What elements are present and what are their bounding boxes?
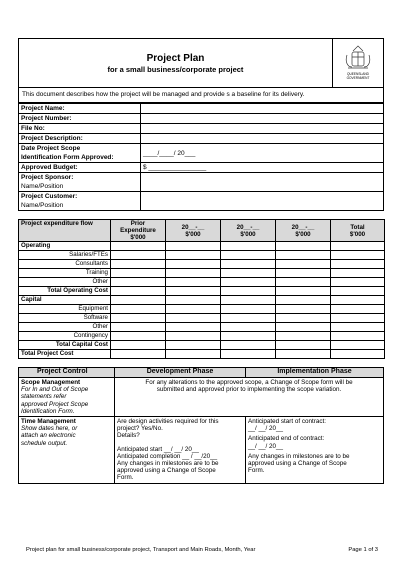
file-no-field[interactable] [141, 124, 384, 134]
cap-item-software: Software [19, 314, 111, 323]
development-phase-header: Development Phase [115, 368, 246, 378]
project-control-header: Project Control [19, 368, 115, 378]
cap-item-other: Other [19, 323, 111, 332]
cap-item-contingency: Contingency [19, 332, 111, 341]
svg-text:GOVERNMENT: GOVERNMENT [346, 76, 370, 80]
project-customer-field[interactable] [141, 192, 384, 211]
project-sponsor-label: Project Sponsor: Name/Position [19, 173, 141, 192]
description-text: This document describes how the project will be managed and provide s a baseline for its delivery. [19, 88, 384, 103]
date-approved-field[interactable]: ____/____/ 20___ [141, 144, 384, 163]
project-sponsor-field[interactable] [141, 173, 384, 192]
title-cell [19, 39, 333, 88]
project-control-header-row [19, 368, 384, 378]
page-number: Page 1 of 3 [348, 547, 378, 553]
year-1-header: 20__-__ $'000 [166, 220, 221, 242]
year-2-header: 20__-__ $'000 [221, 220, 276, 242]
approved-budget-label: Approved Budget: [19, 163, 141, 173]
total-project-label: Total Project Cost [19, 350, 111, 359]
crest-cell [333, 39, 384, 88]
project-description-label: Project Description: [19, 134, 141, 144]
expenditure-flow-header: Project expenditure flow [19, 220, 111, 242]
op-item-consultants: Consultants [19, 260, 111, 269]
date-approved-label: Date Project Scope Identification Form Approved: [19, 144, 141, 163]
project-number-field[interactable] [141, 114, 384, 124]
project-name-field[interactable] [141, 104, 384, 114]
project-number-label: Project Number: [19, 114, 141, 124]
total-operating-label: Total Operating Cost [19, 287, 111, 296]
development-phase-details[interactable]: Are design activities required for this project? Yes/No. Details? Anticipated start __/ __/ 20__ Anticipated completion __ / __/20__ Any changes in milestones are to be approved using a Change of Scope Form. [115, 417, 246, 484]
queensland-crest-icon [341, 43, 375, 83]
time-management-label: Time Management Show dates here, or attach an electronic schedule output. [19, 417, 115, 484]
expenditure-table [18, 219, 385, 359]
page-subtitle: for a small business/corporate project [107, 64, 244, 74]
page-footer [26, 547, 378, 553]
scope-management-row [19, 378, 384, 417]
expenditure-header-row [19, 220, 385, 242]
total-capital-label: Total Capital Cost [19, 341, 111, 350]
capital-section-label: Capital [19, 296, 111, 305]
scope-management-label: Scope Management For In and Out of Scope statements refer approved Project Scope Identification Form. [19, 378, 115, 417]
op-item-salaries: Salaries/FTEs [19, 251, 111, 260]
header-table [18, 38, 384, 103]
year-3-header: 20__-__ $'000 [276, 220, 331, 242]
document-page [18, 38, 384, 484]
op-item-training: Training [19, 269, 111, 278]
time-management-row [19, 417, 384, 484]
project-control-table [18, 367, 384, 484]
svg-text:QUEENSLAND: QUEENSLAND [347, 72, 369, 76]
approved-budget-field[interactable]: $ ________________ [141, 163, 384, 173]
implementation-phase-details[interactable]: Anticipated start of contract: __/ __/ 20__ Anticipated end of contract: __/ __/ 20__ Any changes in milestones are to be approved using a Change of Scope Form. [246, 417, 384, 484]
project-name-label: Project Name: [19, 104, 141, 114]
project-description-field[interactable] [141, 134, 384, 144]
project-info-table [18, 103, 384, 211]
footer-text: Project plan for small business/corporate project, Transport and Main Roads, Month, Year [26, 547, 256, 553]
scope-management-text: For any alterations to the approved scope, a Change of Scope form will be submitted and approved prior to implementing the scope variation. [115, 378, 384, 417]
total-header: Total $'000 [331, 220, 385, 242]
project-customer-label: Project Customer: Name/Position [19, 192, 141, 211]
cap-item-equipment: Equipment [19, 305, 111, 314]
file-no-label: File No: [19, 124, 141, 134]
operating-section-label: Operating [19, 242, 111, 251]
op-item-other: Other [19, 278, 111, 287]
page-title: Project Plan [146, 52, 205, 64]
prior-expenditure-header: Prior Expenditure $'000 [111, 220, 166, 242]
implementation-phase-header: Implementation Phase [246, 368, 384, 378]
